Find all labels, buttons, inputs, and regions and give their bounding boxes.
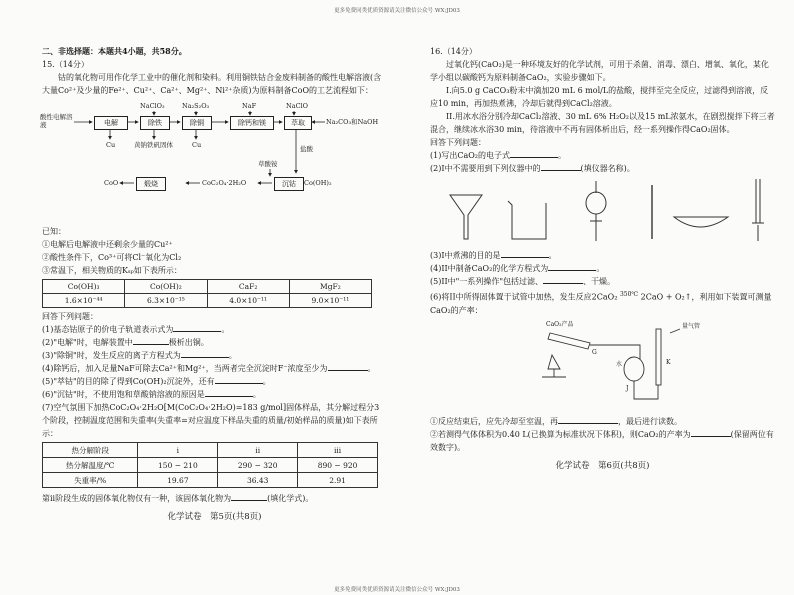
q16-step-2: II.用冰水浴分别冷却CaCl₂溶液、30 mL 6% H₂O₂以及15 mL浓氨水，在剧烈搅拌下将三者混合，继续冰水浴30 min，待溶液中不再有固体析出后，经一系列操作得CaO₂固体。 <box>430 112 775 134</box>
answer-blank[interactable] <box>501 249 549 258</box>
answer-blank[interactable] <box>691 428 731 437</box>
output-coo: CoO <box>104 179 119 187</box>
page-footer-left: 化学试卷 第5页(共8页) <box>167 512 262 522</box>
process-flow-diagram <box>42 99 387 221</box>
apparatus-row <box>430 177 775 247</box>
loss-header: 失重率/% <box>43 473 138 488</box>
ksp-header-1: Co(OH)₃ <box>43 280 125 294</box>
label-product: CaO₂产品 <box>546 320 574 328</box>
output-oxalate: CoC₂O₄·2H₂O <box>202 179 247 187</box>
answer-blank[interactable] <box>543 275 583 284</box>
label-k: K <box>666 358 671 366</box>
q15-part-2: (2)"电解"时，电解装置中 极析出铜。 <box>42 338 209 347</box>
answer-blank[interactable] <box>173 323 221 332</box>
loss-1: 19.67 <box>138 473 218 488</box>
q16-part-4: (4)II中制备CaO₂的化学方程式为 。 <box>430 264 605 273</box>
stage-2: ii <box>218 443 298 458</box>
temp-header: 热分解温度/℃ <box>43 458 138 473</box>
reagent-naclo: NaClO <box>286 102 308 110</box>
output-cu-1: Cu <box>106 141 116 149</box>
step-remove-copper: 除铜 <box>182 116 212 130</box>
q16-head: 16.（14分） <box>430 47 477 56</box>
output-hydroxide: Co(OH)₂ <box>304 179 332 187</box>
reagent-acid: 盐酸 <box>300 145 313 153</box>
ksp-value-2: 6.3×10⁻¹⁵ <box>125 294 207 308</box>
q16-part-6: (6)将II中所得固体置于试管中加热，发生反应2CaO₂ $^{350℃}$ 2CaO + O₂↑，利用如下装置可测量CaO₂的产率： <box>430 291 772 315</box>
known-2: ②酸性条件下，Co³⁺可将Cl⁻氧化为Cl₂ <box>42 253 182 262</box>
loss-2: 36.43 <box>218 473 298 488</box>
step-remove-iron: 除铁 <box>140 116 170 130</box>
q15-part-7: (7)空气氛围下加热CoC₂O₄·2H₂O[M(CoC₂O₄·2H₂O)=183 g/mol]固体样品，其分解过程分3个阶段，控制温度范围和失重率(失重率=对应温度下样品失重的质量/初始样品的质量)如下表所示： <box>42 403 380 438</box>
label-j: J <box>626 384 629 392</box>
answer-blank[interactable] <box>133 336 169 345</box>
answer-blank[interactable] <box>181 349 229 358</box>
q16-intro: 过氧化钙(CaO₂)是一种环境友好的化学试剂，可用于杀菌、消毒、漂白、增氧、氧化，某化学小组以碳酸钙为原料制备CaO₂，实验步骤如下。 <box>430 60 769 82</box>
q16-part-3: (3)I中煮沸的目的是 。 <box>430 251 557 260</box>
temp-3: 890 − 920 <box>298 458 378 473</box>
stage-header: 热分解阶段 <box>43 443 138 458</box>
answer-blank[interactable] <box>541 162 581 171</box>
answer-blank[interactable] <box>558 415 618 424</box>
stage-1: i <box>138 443 218 458</box>
page-footer: 更多免费同类优质资源请关注微信公众号 WX:JD03 <box>334 587 460 593</box>
page-footer-right: 化学试卷 第6页(共8页) <box>555 460 650 471</box>
step-remove-ca-mg: 除钙和镁 <box>230 116 274 130</box>
answer-blank[interactable] <box>205 388 253 397</box>
reagent-oxalate: 草酸铵 <box>258 160 278 168</box>
evaporating-dish-icon <box>674 217 728 227</box>
reagent-naclo3: NaClO₃ <box>140 102 165 110</box>
reagent-na2co3-naoh: Na₂CO₃和NaOH <box>326 118 379 126</box>
separatory-funnel-icon <box>586 181 606 241</box>
ksp-value-3: 4.0×10⁻¹¹ <box>207 294 289 308</box>
q15-part-6: (6)"沉钴"时，不使用饱和草酸钠溶液的原因是 。 <box>42 390 261 399</box>
output-cu-2: Cu <box>192 141 202 149</box>
answer-blank[interactable] <box>548 262 596 271</box>
funnel-icon <box>450 195 482 239</box>
label-water: 水 <box>616 360 623 368</box>
q16-part-6-1: ①反应结束后，应先冷却至室温，再 ，最后进行读数。 <box>430 416 682 426</box>
left-column <box>42 45 387 524</box>
q16-part-6-2: ②若测得气体体积为0.40 L(已换算为标准状况下体积)，则CaO₂的产率为 (保留两位有效数字)。 <box>430 429 774 452</box>
section-title: 二、非选择题：本题共4小题，共58分。 <box>42 46 187 56</box>
step-precipitate: 沉钴 <box>274 177 304 191</box>
stage-3: iii <box>298 443 378 458</box>
q15-part-3: (3)"除铜"时，发生反应的离子方程式为 。 <box>42 351 237 360</box>
q16-part-2: (2)I中不需要用到下列仪器中的 (填仪器名称)。 <box>430 164 635 173</box>
answer-blank[interactable] <box>231 492 267 501</box>
step-calcine: 煅烧 <box>136 177 166 191</box>
ksp-header-4: MgF₂ <box>289 280 371 294</box>
known-1: ①电解后电解液中还剩余少量的Cu²⁺ <box>42 240 173 249</box>
right-column <box>430 45 775 473</box>
ksp-table <box>42 279 372 308</box>
q15-intro: 钴的氧化物可用作化学工业中的催化剂和染料。利用铜铁钴合金废料制备的酸性电解溶液(含大量Co²⁺及少量的Fe²⁺、Cu²⁺、Ca²⁺、Mg²⁺、Ni²⁺杂质)为原料制备CoO的工艺流程如下： <box>42 73 382 95</box>
answer-label: 回答下列问题： <box>430 138 486 147</box>
ksp-value-1: 1.6×10⁻⁴⁴ <box>43 294 125 308</box>
q15-head: 15.（14分） <box>42 60 89 69</box>
temp-2: 290 − 320 <box>218 458 298 473</box>
glassware-icons <box>430 177 775 247</box>
q16-part-1: (1)写出CaO₂的电子式 。 <box>430 151 566 160</box>
q16-step-1: I.向5.0 g CaCO₃粉末中滴加20 mL 6 mol/L的盐酸，搅拌至完全反应，过滤得到溶液，反应10 min，再加热煮沸，冷却后就得到CaCl₂溶液。 <box>430 86 769 108</box>
beaker-icon <box>510 203 546 239</box>
ksp-header-2: Co(OH)₂ <box>125 280 207 294</box>
q16-part-5: (5)II中"一系列操作"包括过滤、 、干燥。 <box>430 277 616 286</box>
answer-blank[interactable] <box>215 375 263 384</box>
answer-label: 回答下列问题： <box>42 312 98 321</box>
label-g: G <box>592 348 597 356</box>
known-3: ③常温下，相关物质的Kₛₚ如下表所示： <box>42 266 182 275</box>
page-header: 更多免费同类优质资源请关注微信公众号 WX:JD03 <box>334 8 460 14</box>
q15-part-7-end: 第ii阶段生成的固体氧化物仅有一种，该固体氧化物为 (填化学式)。 <box>42 494 314 503</box>
loss-3: 2.91 <box>298 473 378 488</box>
ksp-value-4: 9.0×10⁻¹¹ <box>289 294 371 308</box>
reaction-condition: 350℃ <box>619 291 639 298</box>
reagent-na2s2o3: Na₂S₂O₃ <box>182 102 210 110</box>
step-electrolysis: 电解 <box>94 116 128 130</box>
gas-measurement-apparatus <box>430 319 775 411</box>
step-extract: 萃取 <box>284 116 312 130</box>
known-label: 已知： <box>42 227 66 236</box>
apparatus-drawing <box>430 319 775 411</box>
decomposition-table <box>42 442 378 488</box>
q15-part-1: (1)基态钴原子的价电子轨道表示式为 。 <box>42 325 230 334</box>
feed-label: 酸性电解溶液 <box>40 113 73 129</box>
burette-icon <box>752 179 764 241</box>
answer-blank[interactable] <box>328 362 368 371</box>
ksp-header-3: CaF₂ <box>207 280 289 294</box>
q15-part-5: (5)"萃钴"的目的除了得到Co(OH)₂沉淀外，还有 。 <box>42 377 271 386</box>
temp-1: 150 − 210 <box>138 458 218 473</box>
answer-blank[interactable] <box>510 149 558 158</box>
q15-part-4: (4)除钙后，加入足量NaF可除去Ca²⁺和Mg²⁺，当两者完全沉淀时F⁻浓度至少为 。 <box>42 364 376 373</box>
output-jarosite: 黄钠铁矾固体 <box>134 141 173 149</box>
reagent-naf: NaF <box>242 102 257 110</box>
label-gas-tube: 量气管 <box>682 322 701 330</box>
